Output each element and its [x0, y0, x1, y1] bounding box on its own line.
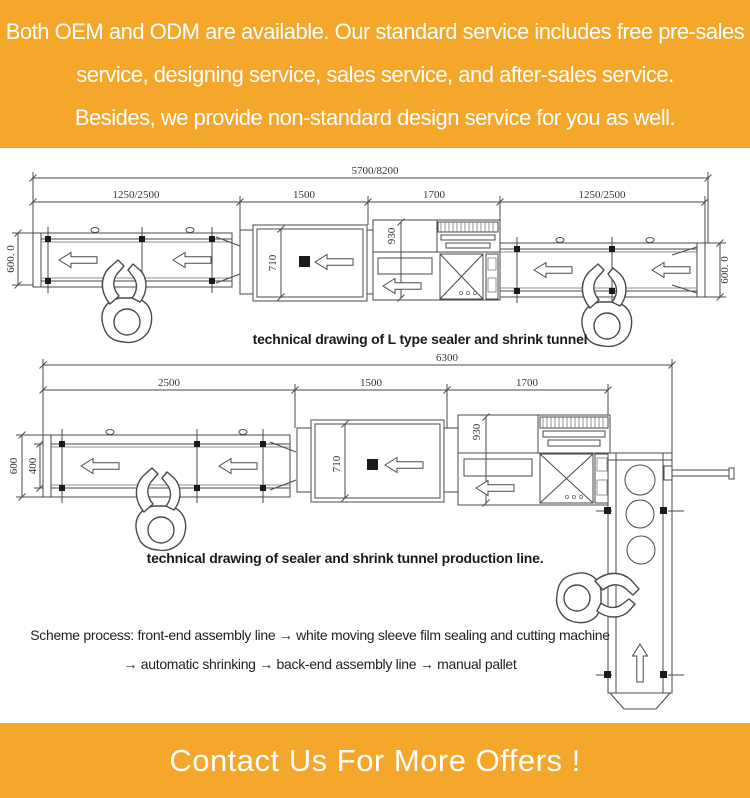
dim-label: 1700 [423, 189, 445, 201]
drawing1-caption: technical drawing of L type sealer and shrink tunnel [252, 331, 588, 347]
dim-label: 1250/2500 [578, 189, 626, 201]
banner-line: Both OEM and ODM are available. Our standard service includes free pre-sales [5, 18, 745, 44]
drawing2-caption: technical drawing of sealer and shrink tunnel production line. [146, 550, 544, 566]
dim-label: 600. 0 [5, 245, 17, 273]
scheme-line: → automatic shrinking → back-end assembly line → manual pallet [123, 656, 517, 672]
infeed-conveyor [43, 429, 296, 503]
dim-label: 710 [331, 455, 343, 473]
dim-outfeed-width [705, 240, 731, 301]
dim-label: 1500 [360, 377, 382, 389]
handle-rod [664, 466, 734, 480]
dim-label: 600. 0 [719, 256, 731, 284]
product-box [299, 256, 310, 267]
shrink-tunnel [240, 225, 380, 301]
technical-drawing-l-type-sealer [0, 152, 750, 352]
dim-label: 6300 [436, 352, 458, 364]
dim-label: 710 [267, 254, 279, 272]
dim-label: 1500 [293, 189, 315, 201]
l-type-sealer [458, 414, 610, 507]
contact-us-banner [0, 723, 750, 798]
dim-label: 2500 [158, 377, 180, 389]
conveyor-base [608, 693, 672, 709]
banner-line: Besides, we provide non-standard design service for you as well. [74, 104, 676, 130]
shrink-tunnel [297, 420, 458, 502]
dim-label: 600 [8, 457, 20, 475]
dim-infeed-width [5, 230, 33, 289]
roller [625, 465, 655, 495]
dim-label: 1250/2500 [112, 189, 160, 201]
dim-label: 930 [386, 227, 398, 245]
dim-label: 400 [27, 457, 39, 475]
product-box [367, 459, 378, 470]
roller [626, 500, 654, 528]
scheme-process [0, 621, 640, 679]
oem-odm-service-banner [0, 0, 750, 148]
contact-us-label: Contact Us For More Offers ! [169, 742, 581, 778]
dim-label: 1700 [516, 377, 538, 389]
dim-label: 5700/8200 [351, 165, 399, 177]
banner-line: service, designing service, sales service, and after-sales service. [76, 61, 674, 87]
scheme-line: Scheme process: front-end assembly line → white moving sleeve film sealing and cutting machine [30, 627, 610, 643]
dim-label: 930 [471, 423, 483, 441]
l-type-sealer [373, 219, 500, 302]
